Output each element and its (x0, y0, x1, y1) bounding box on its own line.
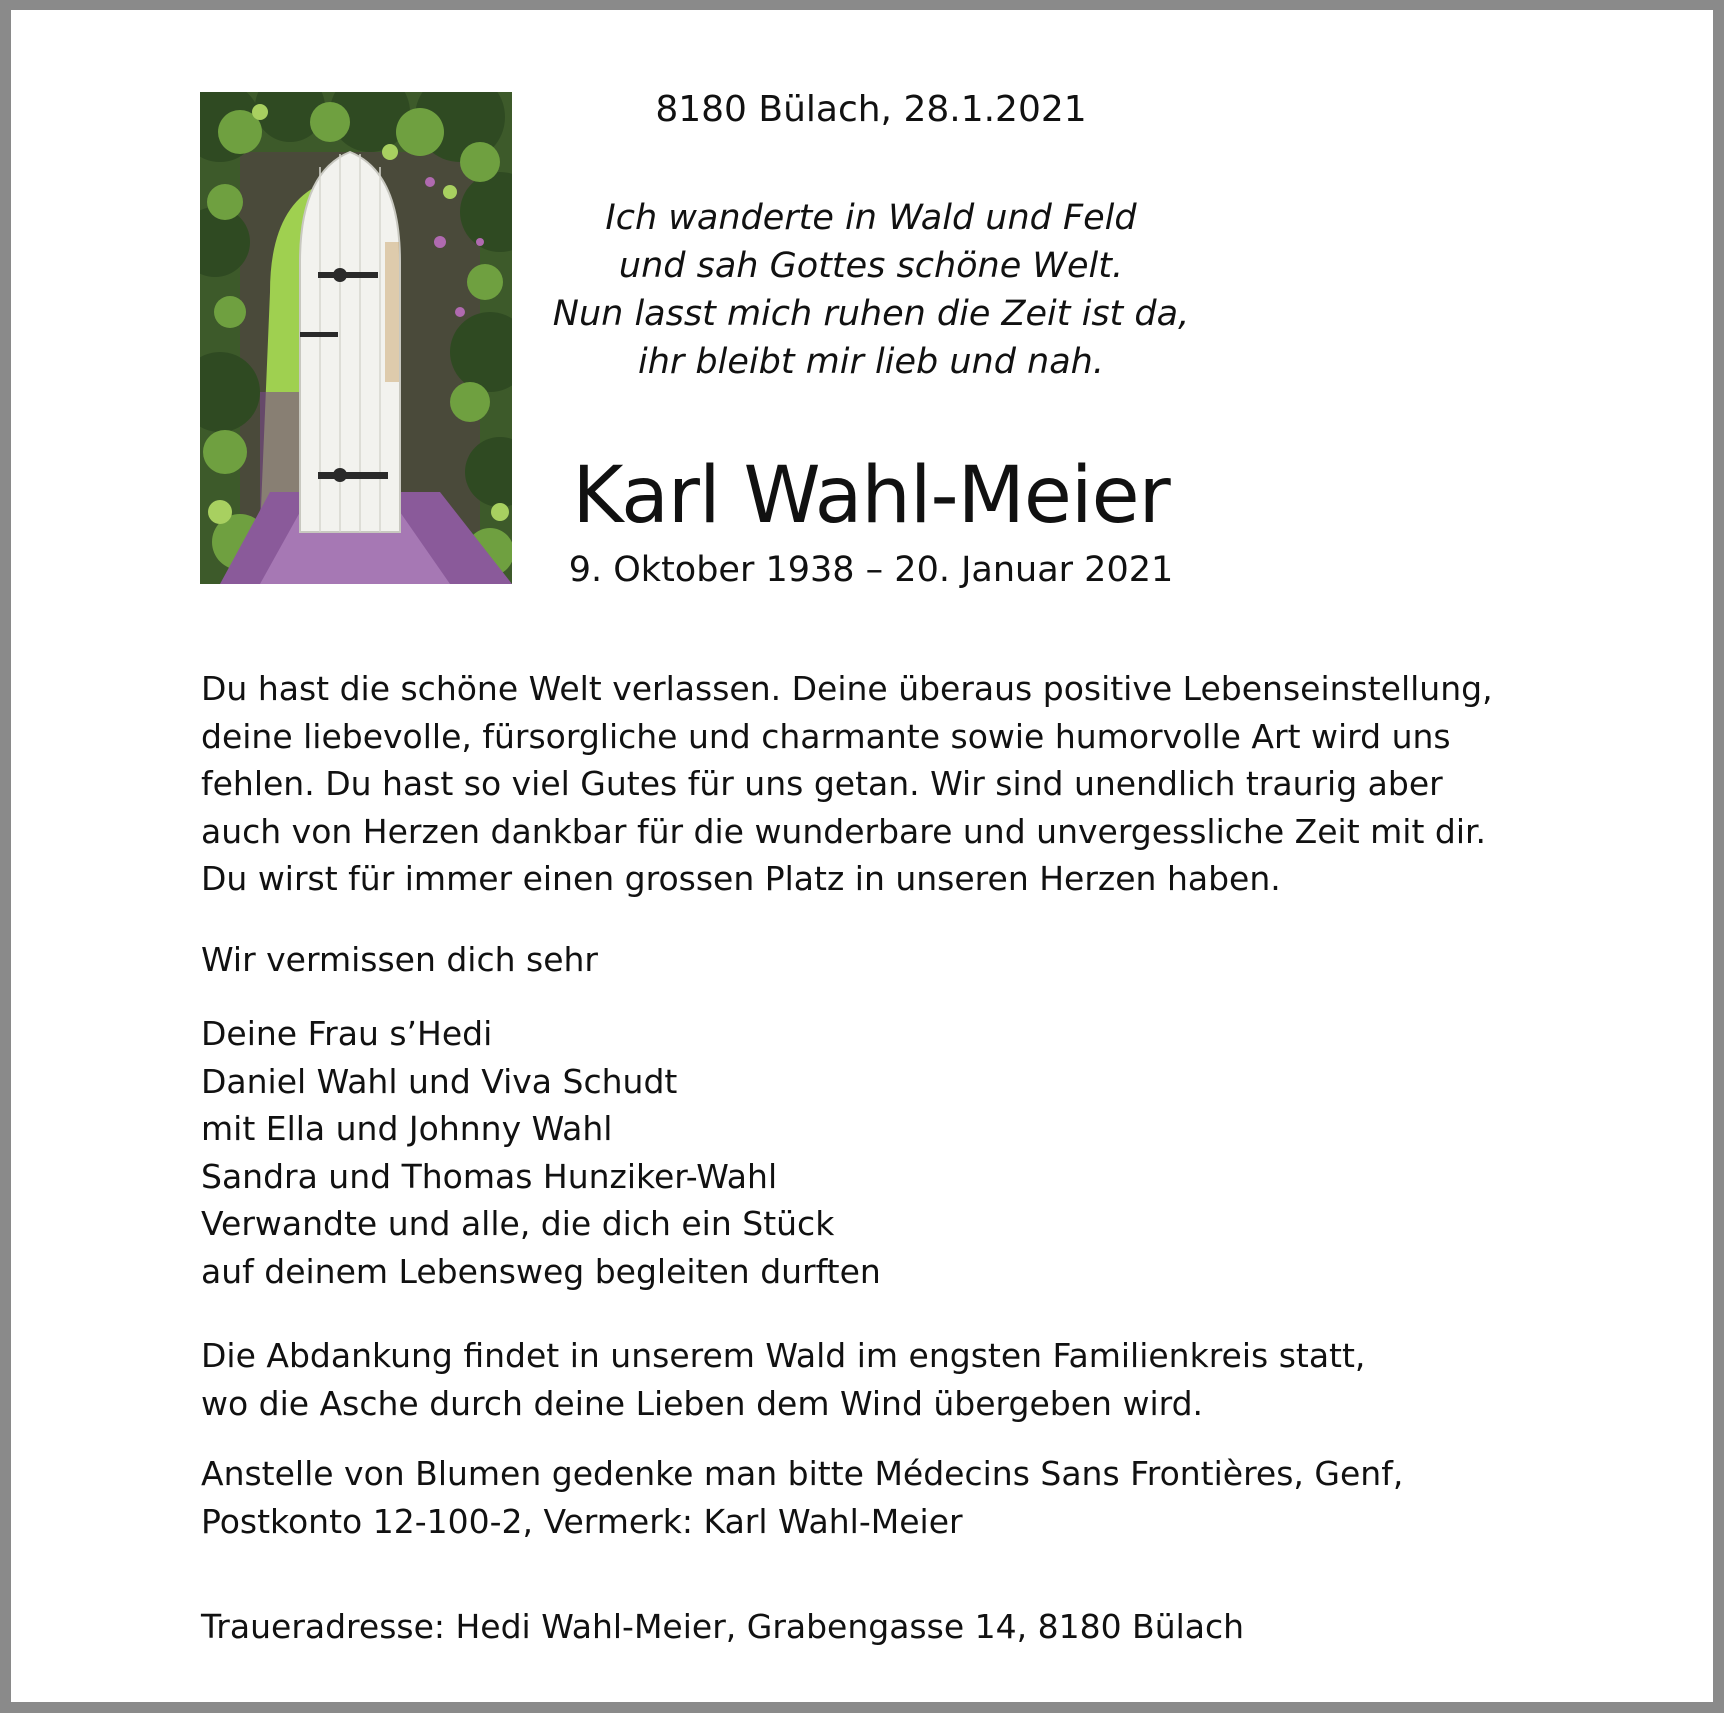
donation-line: Anstelle von Blumen gedenke man bitte Médecins Sans Frontières, Genf, (201, 1454, 1404, 1493)
tribute-line: fehlen. Du hast so viel Gutes für uns getan. Wir sind unendlich traurig aber (201, 764, 1443, 803)
lifespan-dates: 9. Oktober 1938 – 20. Januar 2021 (568, 550, 1174, 590)
mourner-line: auf deinem Lebensweg begleiten durften (201, 1251, 881, 1291)
poem-line: ihr bleibt mir lieb und nah. (638, 342, 1104, 382)
ceremony-line: Die Abdankung findet in unserem Wald im engsten Familienkreis statt, (201, 1336, 1366, 1375)
tribute-line: auch von Herzen dankbar für die wunderbare und unvergessliche Zeit mit dir. (201, 811, 1487, 851)
mourner-line: Deine Frau s’Hedi (201, 1014, 493, 1053)
mourner-line: Daniel Wahl und Viva Schudt (201, 1061, 678, 1101)
poem-line: Nun lasst mich ruhen die Zeit ist da, (552, 294, 1190, 334)
ceremony-paragraph (201, 1332, 1621, 1427)
ceremony-line: wo die Asche durch deine Lieben dem Wind übergeben wird. (201, 1383, 1204, 1423)
missing-line: Wir vermissen dich sehr (201, 940, 598, 979)
tribute-line: Du wirst für immer einen grossen Platz in unseren Herzen haben. (201, 859, 1281, 898)
mourner-line: Verwandte und alle, die dich ein Stück (201, 1204, 835, 1243)
mourner-line: mit Ella und Johnny Wahl (201, 1109, 613, 1148)
tribute-line: deine liebevolle, fürsorgliche und charmante sowie humorvolle Art wird uns (201, 716, 1451, 756)
garden-door-image (200, 92, 512, 584)
poem (471, 194, 1271, 386)
poem-line: Ich wanderte in Wald und Feld (605, 198, 1137, 238)
deceased-name: Karl Wahl-Meier (572, 451, 1170, 541)
mourner-line: Sandra und Thomas Hunziker-Wahl (201, 1156, 778, 1196)
donation-paragraph (201, 1450, 1621, 1545)
poem-line: und sah Gottes schöne Welt. (618, 246, 1124, 286)
mourning-address: Traueradresse: Hedi Wahl-Meier, Grabengasse 14, 8180 Bülach (201, 1607, 1245, 1646)
tribute-paragraph (201, 665, 1621, 903)
garden-door-photo (200, 92, 512, 584)
place-date: 8180 Bülach, 28.1.2021 (655, 89, 1087, 130)
donation-line: Postkonto 12-100-2, Vermerk: Karl Wahl-Meier (201, 1501, 963, 1541)
tribute-line: Du hast die schöne Welt verlassen. Deine überaus positive Lebenseinstellung, (201, 669, 1493, 708)
mourners-list (201, 1010, 1621, 1295)
